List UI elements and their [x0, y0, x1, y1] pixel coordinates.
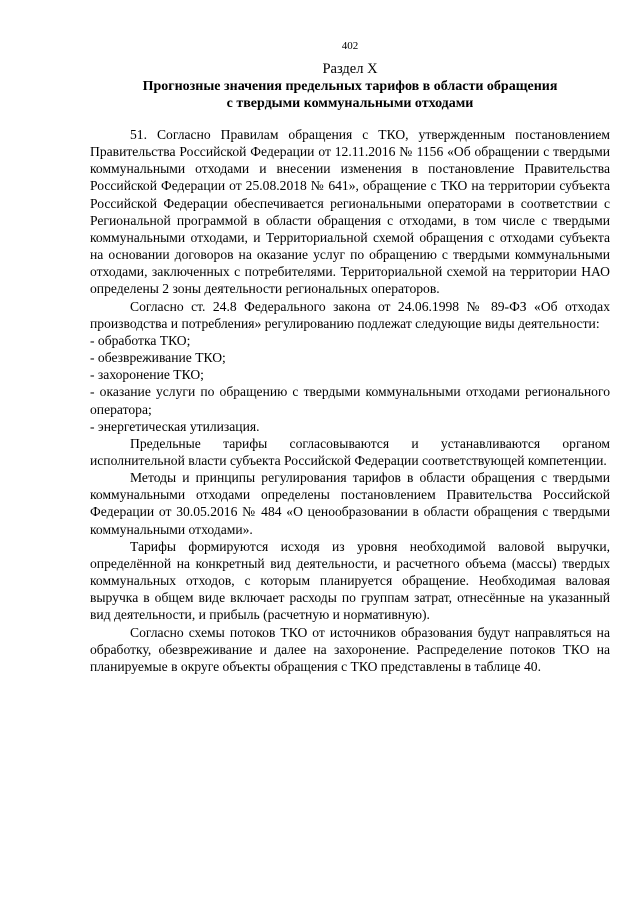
page-number: 402	[341, 40, 359, 52]
paragraph-federal-law: Согласно ст. 24.8 Федерального закона от 24.06.1998 № 89-ФЗ «Об отходах производства и потребления» регулированию подлежат следующие виды деятельности:	[90, 298, 610, 331]
activity-item-energy-utilization: - энергетическая утилизация.	[90, 418, 260, 434]
section-title-line-2: с твердыми коммунальными отходами	[226, 96, 474, 111]
activity-item-regional-operator-service: - оказание услуги по обращению с твердыми коммунальными отходами регионального оператора;	[90, 384, 610, 417]
paragraph-waste-flow-scheme: Согласно схемы потоков ТКО от источников образования будут направляться на обработку, обезвреживание и далее на захоронение. Распределение потоков ТКО на планируемые в округе объекты обращения с ТКО представлены в таблице 40.	[90, 624, 610, 674]
activity-item-disposal: - захоронение ТКО;	[90, 367, 204, 383]
paragraph-tariff-approval: Предельные тарифы согласовываются и устанавливаются органом исполнительной власти субъекта Российской Федерации соответствующей компетенции.	[90, 435, 610, 468]
section-title	[90, 78, 610, 112]
paragraph-51-tko-rules: 51. Согласно Правилам обращения с ТКО, утвержденным постановлением Правительства Российской Федерации от 12.11.2016 № 1156 «Об обращении с твердыми коммунальными отходами и внесении изменения в постановление Правительства Российской Федерации от 25.08.2018 № 641», обращение с ТКО на территории субъекта Российской Федерации обеспечивается региональными операторами в соответствии с Региональной программой в области обращения с отходами, в том числе с твердыми коммунальными отходами, и Территориальной схемой обращения с отходами субъекта на основании договоров на оказание услуг по обращению с твердыми коммунальными отходами, заключенных с потребителями. Территориальной схемой на территории НАО определены 2 зоны деятельности региональных операторов.	[90, 127, 610, 297]
activity-item-processing: - обработка ТКО;	[90, 332, 191, 348]
paragraph-tariff-formation: Тарифы формируются исходя из уровня необходимой валовой выручки, определённой на конкретный вид деятельности, и расчетного объема (массы) твердых коммунальных отходов, с которым планируется обращение. Необходимая валовая выручка в общем виде включает расходы по группам затрат, отнесённые на указанный вид деятельности, и прибыль (расчетную и нормативную).	[90, 538, 610, 623]
section-label: Раздел X	[322, 61, 378, 77]
activity-item-neutralization: - обезвреживание ТКО;	[90, 350, 226, 366]
section-title-line-1: Прогнозные значения предельных тарифов в области обращения	[142, 79, 558, 94]
document-body	[90, 126, 610, 675]
paragraph-regulation-methods: Методы и принципы регулирования тарифов в области обращения с твердыми коммунальными отходами определены постановлением Правительства Российской Федерации от 30.05.2016 № 484 «О ценообразовании в области обращения с твердыми коммунальными отходами».	[90, 470, 610, 537]
